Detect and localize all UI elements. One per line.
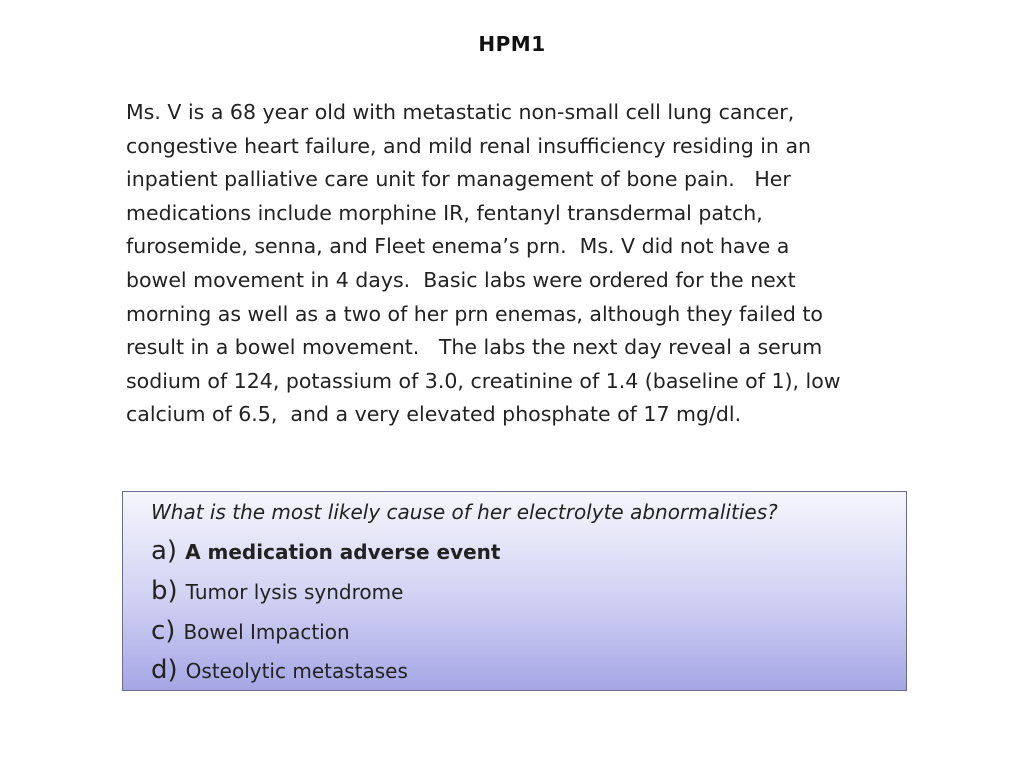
case-line: sodium of 124, potassium of 3.0, creatinine of 1.4 (baseline of 1), low [126, 368, 841, 393]
case-line: medications include morphine IR, fentanyl transdermal patch, [126, 200, 763, 225]
option-text: Osteolytic metastases [185, 659, 408, 683]
question-box [122, 491, 907, 691]
slide-title: HPM1 [478, 32, 546, 56]
option-text: A medication adverse event [185, 540, 501, 564]
question-prompt: What is the most likely cause of her electrolyte abnormalities? [151, 500, 778, 524]
case-line: inpatient palliative care unit for management of bone pain. Her [126, 167, 791, 192]
case-line: morning as well as a two of her prn enemas, although they failed to [126, 301, 823, 326]
case-line: calcium of 6.5, and a very elevated phosphate of 17 mg/dl. [126, 402, 742, 427]
case-line: bowel movement in 4 days. Basic labs were ordered for the next [126, 267, 796, 292]
option-letter: c) [151, 616, 176, 646]
answer-option-b [151, 576, 403, 606]
answer-option-d [151, 655, 408, 685]
option-letter: d) [151, 655, 178, 685]
case-description [126, 96, 936, 432]
case-line: result in a bowel movement. The labs the next day reveal a serum [126, 335, 823, 360]
option-letter: b) [151, 576, 178, 606]
option-text: Tumor lysis syndrome [185, 580, 404, 604]
case-line: furosemide, senna, and Fleet enema’s prn. Ms. V did not have a [126, 234, 790, 259]
case-line: congestive heart failure, and mild renal insufficiency residing in an [126, 133, 811, 158]
option-letter: a) [151, 536, 178, 566]
answer-option-c [151, 616, 350, 646]
answer-option-a [151, 536, 500, 566]
option-text: Bowel Impaction [183, 620, 350, 644]
case-line: Ms. V is a 68 year old with metastatic non-small cell lung cancer, [126, 100, 795, 124]
